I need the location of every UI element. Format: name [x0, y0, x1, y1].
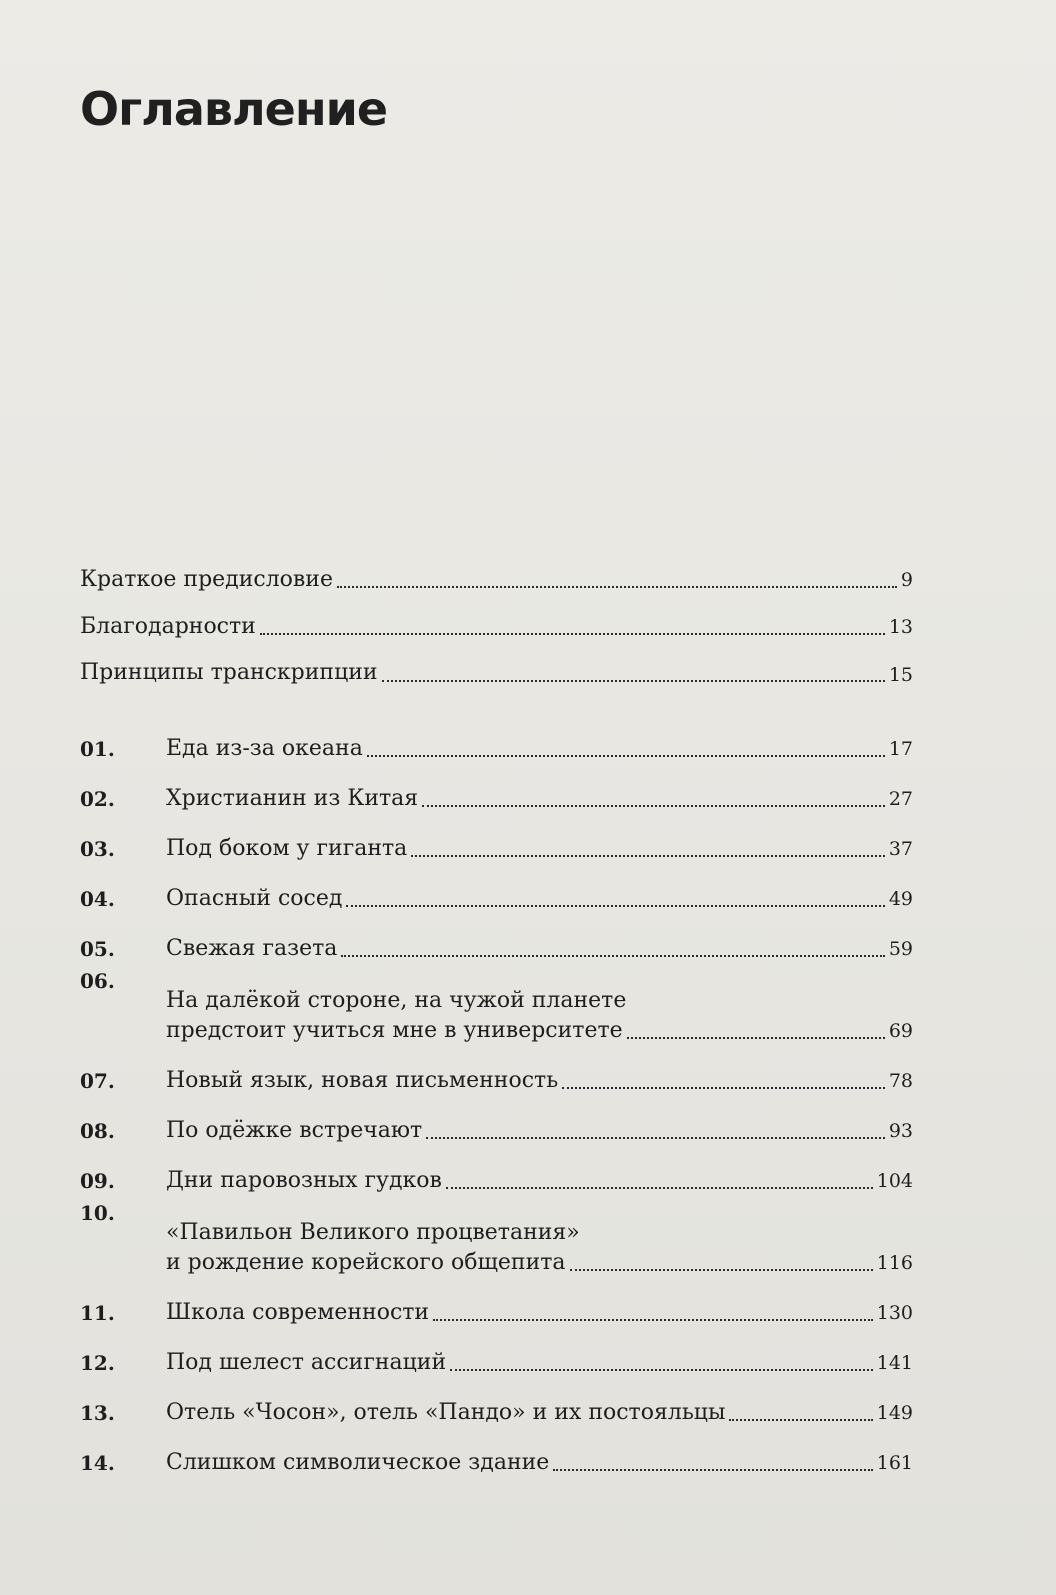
entry-title: По одёжке встречают [166, 1118, 423, 1143]
chapter-number: 03. [80, 837, 115, 861]
entry-title: Краткое предисловие [80, 567, 333, 592]
chapter-number: 04. [80, 887, 115, 911]
chapter-number: 07. [80, 1069, 115, 1093]
entry-page: 37 [888, 838, 913, 860]
entry-title: Принципы транскрипции [80, 660, 378, 685]
toc-entry-preface [80, 548, 913, 595]
chapter-number: 05. [80, 937, 115, 961]
toc-entry-chapter [80, 914, 913, 964]
chapter-number: 11. [80, 1301, 115, 1325]
toc-entry-chapter [80, 1378, 913, 1428]
entry-page: 130 [876, 1302, 913, 1324]
dot-leader [627, 1037, 885, 1039]
toc-entry-chapter [80, 1428, 913, 1478]
entry-title: Слишком символическое здание [166, 1450, 550, 1475]
dot-leader [433, 1319, 873, 1321]
dot-leader [411, 855, 885, 857]
entry-title: Отель «Чосон», отель «Пандо» и их постояльцы [166, 1400, 726, 1425]
chapter-number: 08. [80, 1119, 115, 1143]
entry-title: Еда из-за океана [166, 736, 363, 761]
entry-page: 149 [876, 1402, 913, 1424]
entry-page: 69 [888, 1020, 913, 1042]
entry-page: 141 [876, 1352, 913, 1374]
dot-leader [341, 955, 884, 957]
dot-leader [450, 1369, 873, 1371]
entry-title-line2: предстоит учиться мне в университете [166, 1018, 623, 1043]
chapter-number: 09. [80, 1169, 115, 1193]
toc-entry-chapter [80, 1046, 913, 1096]
entry-title: Христианин из Китая [166, 786, 419, 811]
dot-leader [422, 805, 885, 807]
multiline-title [166, 1218, 913, 1278]
entry-page: 116 [876, 1252, 913, 1274]
toc-entry-chapter [80, 814, 913, 864]
entry-title: Опасный сосед [166, 886, 343, 911]
entry-title: Школа современности [166, 1300, 430, 1325]
dot-leader [570, 1269, 873, 1271]
table-of-contents [80, 548, 913, 1478]
toc-entry-chapter [80, 1146, 913, 1196]
entry-title-line2: и рождение корейского общепита [166, 1250, 566, 1275]
chapter-number: 10. [80, 1201, 115, 1225]
toc-entry-acknowledgements [80, 595, 913, 642]
dot-leader [729, 1419, 872, 1421]
entry-title: Новый язык, новая письменность [166, 1068, 559, 1093]
entry-page: 78 [888, 1070, 913, 1092]
dot-leader [367, 755, 885, 757]
entry-title: Свежая газета [166, 936, 338, 961]
chapter-number: 13. [80, 1401, 115, 1425]
toc-entry-transcription [80, 642, 913, 714]
entry-page: 17 [888, 738, 913, 760]
entry-title-line1: На далёкой стороне, на чужой планете [166, 988, 627, 1013]
chapter-number: 01. [80, 737, 115, 761]
entry-page: 9 [900, 569, 913, 591]
page-title: Оглавление [80, 82, 388, 136]
multiline-title [166, 986, 913, 1046]
dot-leader [382, 680, 885, 682]
toc-entry-chapter [80, 714, 913, 764]
entry-page: 93 [888, 1120, 913, 1142]
toc-entry-chapter [80, 1328, 913, 1378]
dot-leader [446, 1187, 873, 1189]
chapter-number: 14. [80, 1451, 115, 1475]
entry-title: Благодарности [80, 614, 256, 639]
entry-page: 59 [888, 938, 913, 960]
dot-leader [260, 633, 885, 635]
toc-entry-chapter [80, 764, 913, 814]
entry-page: 161 [876, 1452, 913, 1474]
dot-leader [426, 1137, 885, 1139]
entry-page: 13 [888, 616, 913, 638]
entry-title: Под шелест ассигнаций [166, 1350, 447, 1375]
dot-leader [337, 586, 897, 588]
chapter-number: 02. [80, 787, 115, 811]
toc-entry-chapter [80, 864, 913, 914]
entry-title-line1: «Павильон Великого процветания» [166, 1220, 580, 1245]
entry-page: 104 [876, 1170, 913, 1192]
toc-entry-chapter [80, 1196, 913, 1278]
entry-title: Под боком у гиганта [166, 836, 408, 861]
entry-page: 49 [888, 888, 913, 910]
toc-entry-chapter [80, 1278, 913, 1328]
toc-entry-chapter [80, 964, 913, 1046]
chapter-number: 12. [80, 1351, 115, 1375]
dot-leader [346, 905, 884, 907]
dot-leader [562, 1087, 885, 1089]
dot-leader [553, 1469, 872, 1471]
chapter-number: 06. [80, 969, 115, 993]
entry-page: 27 [888, 788, 913, 810]
entry-page: 15 [888, 664, 913, 686]
entry-title: Дни паровозных гудков [166, 1168, 442, 1193]
toc-entry-chapter [80, 1096, 913, 1146]
